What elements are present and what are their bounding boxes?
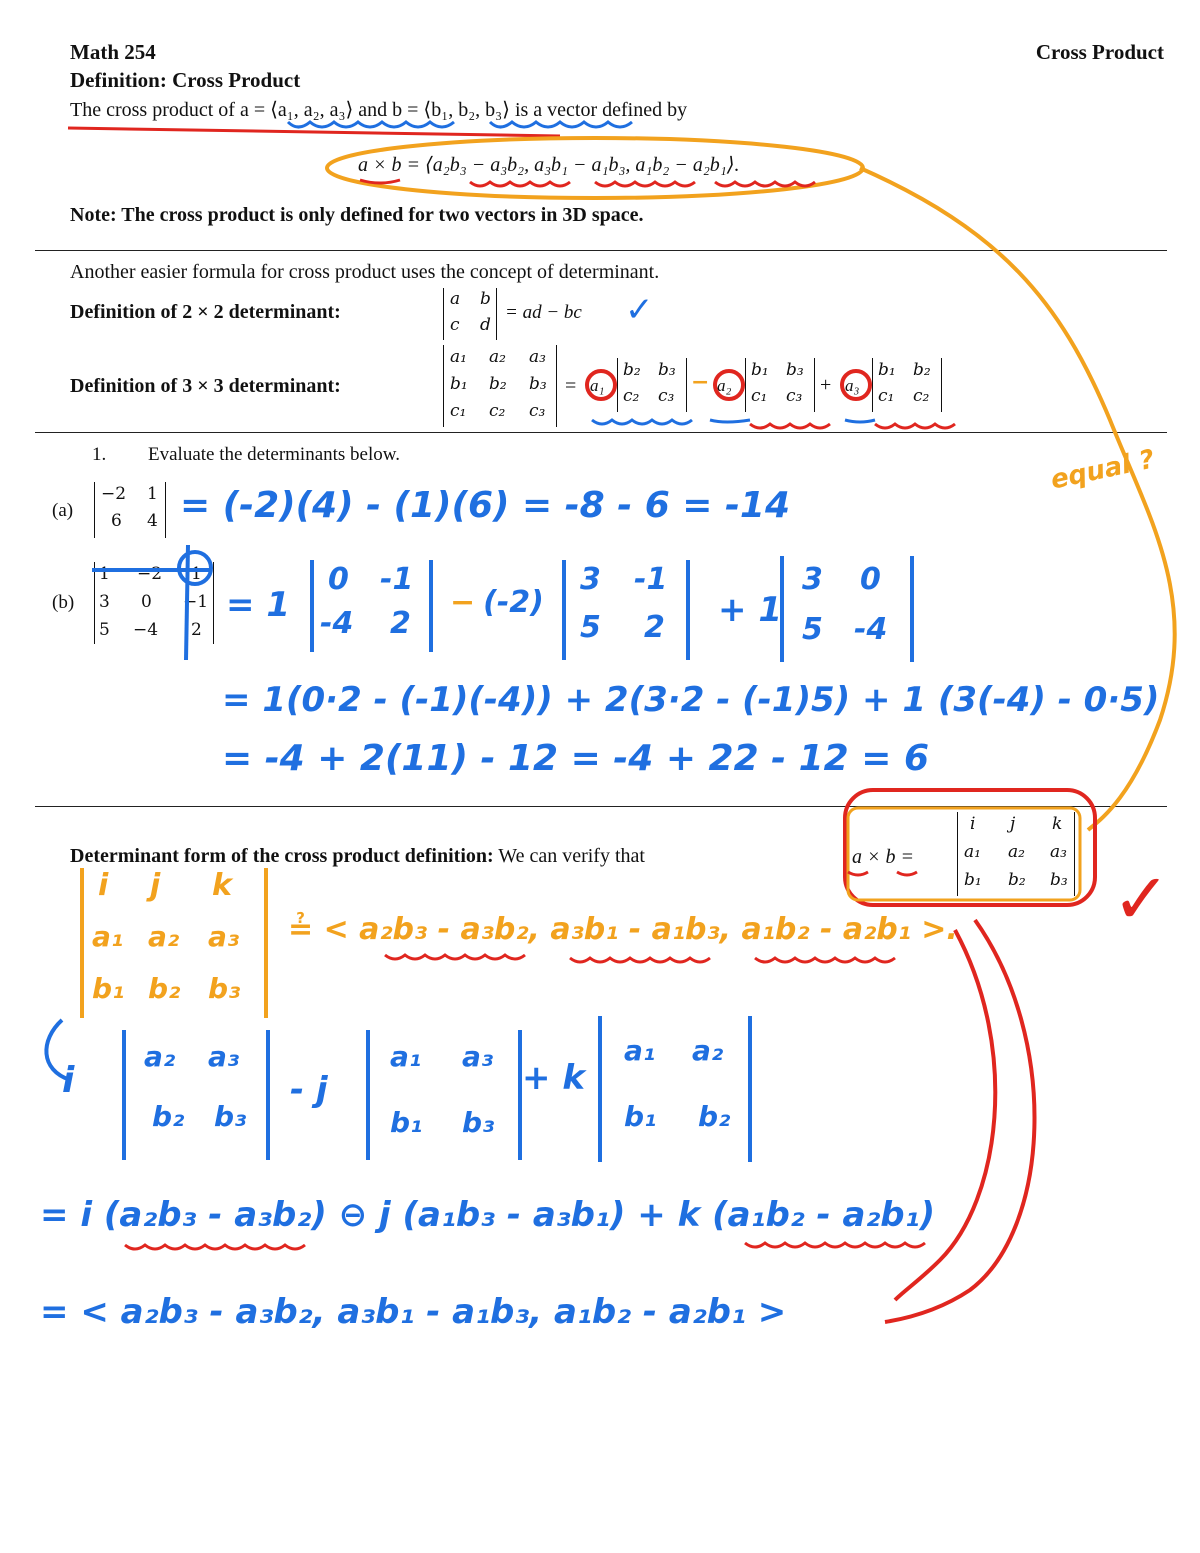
matrix-cell: i [970,814,976,834]
matrix-cell: 2 [191,620,202,640]
matrix-cell: b₂ [913,360,931,380]
matrix-cell: −2 [101,484,127,504]
matrix-cell: j [150,868,161,903]
matrix-cell: 1 [99,564,110,584]
exercise-instruction: Evaluate the determinants below. [148,444,401,465]
hand-coef-2-value: (-2) [483,585,544,620]
matrix-cell: 5 [802,612,823,647]
def3-label: Definition of 3 × 3 determinant: [70,375,341,397]
red-squiggle [715,182,815,186]
determinant-intro: Another easier formula for cross product uses the concept of determinant. [70,261,660,283]
hand-coef-1: = 1 [226,585,290,625]
matrix-cell: b₁ [390,1106,423,1139]
matrix-cell: -4 [854,612,888,647]
red-underline [360,180,400,183]
matrix-cell: 3 [802,562,823,597]
matrix-cell: c₂ [913,386,930,406]
determinant-form-label: Determinant form of the cross product definition: [70,845,494,867]
cross-product-formula: a × b = ⟨a₂b₃ − a₃b₂, a₃b₁ − a₁b₃, a₁b₂ − a₂b₁⟩. [358,154,740,176]
definition-heading: Definition: Cross Product [70,68,301,92]
blue-squiggle [288,122,454,127]
def2-label: Definition of 2 × 2 determinant: [70,301,341,323]
matrix-cell: -4 [320,606,354,641]
matrix-cell: a₂ [144,1040,176,1073]
matrix-cell: i [98,868,109,903]
matrix-cell: a₁ [390,1040,422,1073]
red-circle [715,371,743,399]
red-underline [68,128,560,136]
orange-box [848,808,1080,900]
matrix-cell: a₂ [489,347,506,367]
red-circle [587,371,615,399]
hand-part-b-line2: = 1(0·2 - (-1)(-4)) + 2(3·2 - (-1)5) + 1 (3(-4) - 0·5) [222,680,1160,720]
red-squiggle [385,955,525,959]
matrix-cell: 3 [580,562,601,597]
matrix-cell: b [480,289,491,309]
matrix-cell: b₂ [148,972,181,1005]
red-squiggle [570,958,710,962]
matrix-cell: b₂ [152,1100,185,1133]
matrix-cell: b₁ [751,360,769,380]
red-bracket [885,920,1035,1322]
red-squiggle [750,424,830,428]
matrix-cell: 0 [860,562,881,597]
hand-equal-question: equal ? [1048,444,1158,496]
red-squiggle [125,1245,305,1249]
matrix-cell: c₂ [623,386,640,406]
equals-sign: = [565,375,577,397]
hand-blue-k: + k [522,1058,585,1098]
hand-blue-line2: = i (a₂b₃ - a₃b₂) ⊖ j (a₁b₃ - a₃b₁) + k (a₁b₂ - a₂b₁) [40,1195,936,1235]
matrix-cell: b₃ [1050,870,1068,890]
matrix-cell: a₃ [462,1040,494,1073]
hand-orange-rhs: ≟ < a₂b₃ - a₃b₂, a₃b₁ - a₁b₃, a₁b₂ - a₂b₁ >. [288,912,958,947]
matrix-cell: c₁ [450,401,467,421]
matrix-cell: −4 [133,620,159,640]
matrix-cell: a₂ [1008,842,1025,862]
coef-a3: a₃ [845,376,860,395]
blue-squiggle [592,420,692,424]
blue-underline [845,420,875,422]
matrix-cell: b₃ [529,374,547,394]
red-circle [842,371,870,399]
matrix-cell: c₃ [786,386,803,406]
minus-sign: − [691,370,710,395]
red-squiggle [595,182,695,186]
matrix-cell: c₃ [529,401,546,421]
matrix-cell: a₃ [1050,842,1067,862]
coef-a1: a₁ [590,376,605,395]
part-a-label: (a) [52,500,74,521]
matrix-cell: a [450,289,461,309]
red-check-mark: ✓ [1112,858,1171,940]
matrix-cell: b₂ [623,360,641,380]
matrix-cell: −1 [183,592,209,612]
matrix-cell: 4 [147,511,158,531]
plus-sign: + [820,374,832,396]
matrix-cell: b₃ [214,1100,247,1133]
matrix-cell: 2 [390,606,411,641]
matrix-cell: a₁ [92,920,124,953]
matrix-cell: b₂ [698,1100,731,1133]
matrix-cell: b₃ [208,972,241,1005]
matrix-cell: a₁ [450,347,467,367]
matrix-cell: -1 [380,562,414,597]
matrix-cell: 6 [111,511,122,531]
matrix-cell: c₁ [751,386,768,406]
red-squiggle [755,958,895,962]
matrix-cell: b₃ [658,360,676,380]
matrix-cell: -1 [634,562,668,597]
matrix-cell: b₁ [450,374,468,394]
matrix-cell: a₂ [692,1034,724,1067]
matrix-cell: b₁ [92,972,125,1005]
matrix-cell: a₁ [964,842,981,862]
det2-result: = ad − bc [505,302,582,323]
red-squiggle [470,182,570,186]
definition-intro: The cross product of a = ⟨a₁, a₂, a₃⟩ and b = ⟨b₁, b₂, b₃⟩ is a vector defined by [70,99,688,121]
matrix-cell: 2 [644,610,665,645]
matrix-cell: −2 [137,564,163,584]
matrix-cell: b₃ [786,360,804,380]
part-b-label: (b) [52,592,75,613]
matrix-cell: b₁ [964,870,982,890]
matrix-cell: c₁ [878,386,895,406]
hand-blue-i: i [62,1060,75,1101]
matrix-cell: d [480,315,491,335]
course-title: Math 254 [70,40,156,64]
matrix-cell: k [1052,814,1063,834]
matrix-cell: b₃ [462,1106,495,1139]
orange-ellipse [327,138,863,198]
hand-coef-3: + 1 [718,590,782,630]
blue-strike [186,545,188,660]
matrix-cell: k [212,868,232,903]
blue-arrow [46,1020,70,1080]
matrix-cell: 3 [99,592,110,612]
hand-part-b-line3: = -4 + 2(11) - 12 = -4 + 22 - 12 = 6 [222,738,930,779]
matrix-cell: b₁ [878,360,896,380]
matrix-cell: c [450,315,460,335]
red-squiggle [848,872,868,875]
hand-blue-line3: = < a₂b₃ - a₃b₂, a₃b₁ - a₁b₃, a₁b₂ - a₂b₁ > [40,1292,787,1332]
blue-underline [710,420,750,422]
matrix-cell: b₂ [489,374,507,394]
determinant-form-text: We can verify that [498,845,645,867]
matrix-cell: c₃ [658,386,675,406]
matrix-cell: a₁ [624,1034,656,1067]
matrix-cell: j [1010,814,1016,834]
matrix-cell: 1 [147,484,158,504]
determinant-form-lhs: a × b = [852,846,914,868]
matrix-cell: a₃ [529,347,546,367]
red-squiggle [875,424,955,428]
matrix-cell: c₂ [489,401,506,421]
matrix-cell: a₃ [208,920,240,953]
matrix-cell: b₂ [1008,870,1026,890]
orange-connector [860,168,1175,830]
red-squiggle [897,872,917,875]
check-mark: ✓ [625,290,654,330]
hand-blue-j: - j [290,1070,328,1110]
matrix-cell: 1 [191,564,202,584]
hand-part-a-answer: = (-2)(4) - (1)(6) = -8 - 6 = -14 [180,485,791,526]
blue-squiggle [490,122,632,127]
page-topic: Cross Product [1035,40,1164,64]
coef-a2: a₂ [717,376,732,395]
matrix-cell: 5 [580,610,601,645]
red-squiggle [745,1243,925,1247]
matrix-cell: a₃ [208,1040,240,1073]
matrix-cell: 0 [328,562,349,597]
exercise-number: 1. [92,444,107,465]
orange-minus: − [450,585,476,620]
matrix-cell: b₁ [624,1100,657,1133]
matrix-cell: a₂ [148,920,180,953]
matrix-cell: 5 [99,620,110,640]
matrix-cell: 0 [141,592,152,612]
note-3d: Note: The cross product is only defined for two vectors in 3D space. [70,204,644,226]
